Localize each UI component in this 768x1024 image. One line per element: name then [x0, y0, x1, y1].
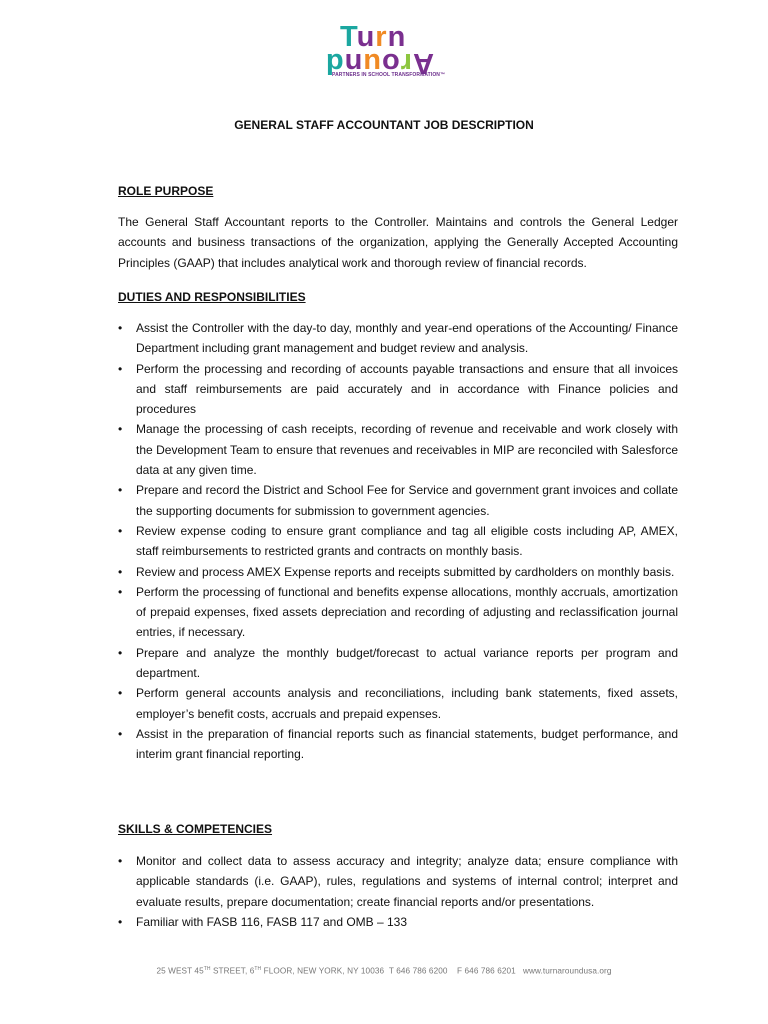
list-item [118, 912, 678, 932]
list-item [118, 318, 678, 359]
role-purpose-heading: ROLE PURPOSE [118, 184, 214, 198]
bullet-icon: • [118, 422, 123, 437]
list-item [118, 359, 678, 420]
footer-address-part: STREET, 6 [210, 966, 255, 976]
list-item-text: Assist in the preparation of financial reports such as financial statements, budget performance, and interim grant financial reporting. [136, 726, 678, 762]
bullet-icon: • [118, 686, 123, 701]
footer-address-part: FLOOR, NEW YORK, NY 10036 [261, 966, 385, 976]
list-item-text: Prepare and analyze the monthly budget/forecast to actual variance reports per program and department. [136, 645, 678, 681]
footer-address [0, 966, 768, 976]
duties-list [118, 318, 678, 765]
bullet-icon: • [118, 726, 123, 741]
list-item-text: Manage the processing of cash receipts, recording of revenue and receivable and work closely with the Development Team to ensure that revenues and receivables in MIP are reconciled with Salesforce data at any given time. [136, 422, 678, 478]
bullet-icon: • [118, 483, 123, 498]
footer-website-link[interactable]: www.turnaroundusa.org [522, 966, 612, 976]
list-item [118, 683, 678, 724]
list-item [118, 480, 678, 521]
bullet-icon: • [118, 361, 123, 376]
logo [324, 21, 446, 82]
list-item-text: Perform general accounts analysis and reconciliations, including bank statements, fixed assets, employer’s benefit costs, accruals and prepaid expenses. [136, 686, 678, 721]
list-item-text: Prepare and record the District and School Fee for Service and government grant invoices and collate the supporting documents for submission to government agencies. [136, 483, 678, 518]
document-title: GENERAL STAFF ACCOUNTANT JOB DESCRIPTION [234, 118, 534, 132]
list-item-text: Monitor and collect data to assess accuracy and integrity; analyze data; ensure compliance with applicable standards (i.e. GAAP), rules, regulations and systems of internal control; interpret and evaluate results, prepare documentation; create financial reports and/or presentations. [136, 854, 678, 909]
list-item [118, 562, 678, 582]
duties-heading: DUTIES AND RESPONSIBILITIES [118, 290, 306, 304]
footer-address-part: 25 WEST 45 [156, 966, 204, 976]
bullet-icon: • [118, 854, 123, 868]
list-item [118, 419, 678, 480]
list-item [118, 521, 678, 562]
list-item [118, 643, 678, 684]
bullet-icon: • [118, 914, 123, 929]
list-item-text: Assist the Controller with the day-to day, monthly and year-end operations of the Accounting/ Finance Department including grant management and budget review and analysis. [136, 321, 678, 356]
footer-fax: F 646 786 6201 [457, 966, 516, 976]
list-item-text: Review and process AMEX Expense reports and receipts submitted by cardholders on monthly basis. [136, 564, 675, 579]
bullet-icon: • [118, 645, 123, 660]
bullet-icon: • [118, 321, 123, 335]
list-item [118, 724, 678, 765]
bullet-icon: • [118, 523, 123, 538]
list-item-text: Perform the processing of functional and benefits expense allocations, monthly accruals, amortization of prepaid expenses, fixed assets depreciation and recording of adjusting and reclassification journal entries, if necessary. [136, 584, 678, 640]
skills-heading: SKILLS & COMPETENCIES [118, 822, 273, 836]
list-item [118, 851, 678, 912]
footer-superscript: TH [203, 966, 211, 972]
skills-list [118, 851, 678, 932]
list-item-text: Familiar with FASB 116, FASB 117 and OMB – 133 [136, 914, 408, 929]
list-item [118, 582, 678, 643]
footer-phone: T 646 786 6200 [388, 966, 448, 976]
list-item-text: Review expense coding to ensure grant compliance and tag all eligible costs including AP, AMEX, staff reimbursements to restricted grants and contracts on monthly basis. [136, 523, 678, 559]
logo-bottom-word: Around [324, 47, 434, 79]
list-item-text: Perform the processing and recording of accounts payable transactions and ensure that all invoices and staff reimbursements are paid accurately and in accordance with Finance policies and procedures [136, 361, 678, 417]
logo-tagline: PARTNERS IN SCHOOL TRANSFORMATION™ [332, 72, 446, 78]
footer-superscript: TH [254, 966, 262, 972]
bullet-icon: • [118, 584, 123, 599]
bullet-icon: • [118, 564, 123, 579]
role-purpose-text: The General Staff Accountant reports to the Controller. Maintains and controls the General Ledger accounts and business transactions of the organization, applying the Generally Accepted Accounting Principles (GAAP) that includes analytical work and thorough review of financial records. [118, 215, 678, 270]
logo-top-word: Turn [340, 21, 407, 53]
